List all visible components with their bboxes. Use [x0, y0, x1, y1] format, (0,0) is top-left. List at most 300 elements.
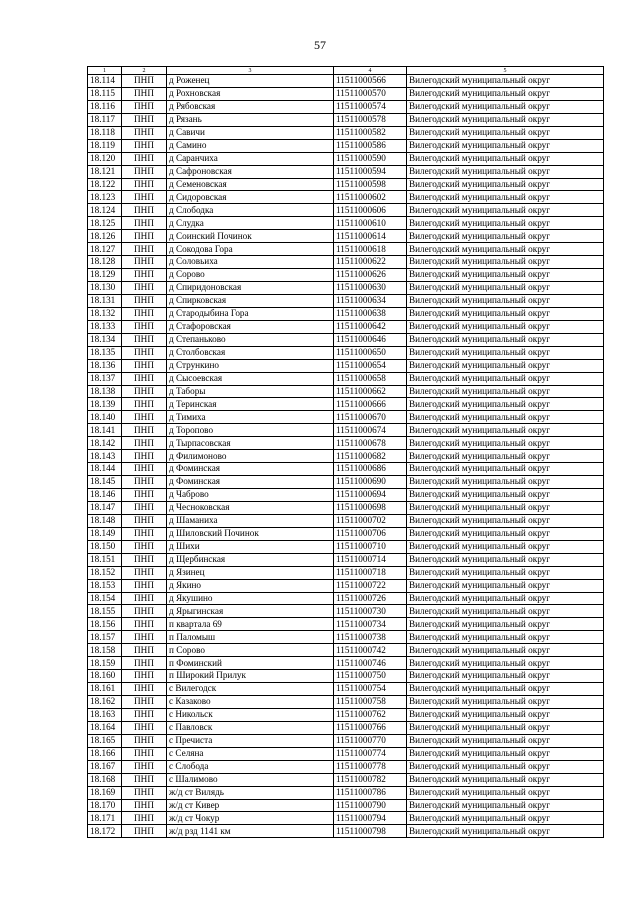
settlement-name-cell: с Павловск	[167, 721, 334, 734]
type-cell: ПНП	[122, 540, 167, 553]
oktmo-code-cell: 11511000778	[334, 760, 407, 773]
municipality-cell: Вилегодский муниципальный округ	[407, 683, 604, 696]
table-row	[88, 139, 604, 152]
table-row	[88, 696, 604, 709]
type-cell: ПНП	[122, 398, 167, 411]
municipality-cell: Вилегодский муниципальный округ	[407, 320, 604, 333]
municipality-cell: Вилегодский муниципальный округ	[407, 553, 604, 566]
type-cell: ПНП	[122, 385, 167, 398]
row-number-cell: 18.120	[88, 152, 122, 165]
oktmo-code-cell: 11511000670	[334, 411, 407, 424]
municipality-cell: Вилегодский муниципальный округ	[407, 734, 604, 747]
type-cell: ПНП	[122, 579, 167, 592]
municipality-cell: Вилегодский муниципальный округ	[407, 126, 604, 139]
municipality-cell: Вилегодский муниципальный округ	[407, 424, 604, 437]
settlement-name-cell: д Чаброво	[167, 489, 334, 502]
type-cell: ПНП	[122, 113, 167, 126]
municipality-cell: Вилегодский муниципальный округ	[407, 773, 604, 786]
settlement-name-cell: д Соловьиха	[167, 256, 334, 269]
municipality-cell: Вилегодский муниципальный округ	[407, 501, 604, 514]
oktmo-code-cell: 11511000574	[334, 100, 407, 113]
row-number-cell: 18.164	[88, 721, 122, 734]
table-row	[88, 424, 604, 437]
row-number-cell: 18.170	[88, 799, 122, 812]
municipality-cell: Вилегодский муниципальный округ	[407, 359, 604, 372]
municipality-cell: Вилегодский муниципальный округ	[407, 282, 604, 295]
municipality-cell: Вилегодский муниципальный округ	[407, 670, 604, 683]
table-row	[88, 773, 604, 786]
table-row	[88, 566, 604, 579]
oktmo-code-cell: 11511000658	[334, 372, 407, 385]
table-row	[88, 514, 604, 527]
table-row	[88, 359, 604, 372]
table-row	[88, 178, 604, 191]
row-number-cell: 18.137	[88, 372, 122, 385]
row-number-cell: 18.127	[88, 243, 122, 256]
oktmo-code-cell: 11511000706	[334, 527, 407, 540]
municipality-cell: Вилегодский муниципальный округ	[407, 256, 604, 269]
oktmo-code-cell: 11511000718	[334, 566, 407, 579]
type-cell: ПНП	[122, 269, 167, 282]
table-row	[88, 437, 604, 450]
municipality-cell: Вилегодский муниципальный округ	[407, 799, 604, 812]
type-cell: ПНП	[122, 566, 167, 579]
settlement-name-cell: д Сысоевская	[167, 372, 334, 385]
settlement-name-cell: п квартала 69	[167, 618, 334, 631]
municipality-cell: Вилегодский муниципальный округ	[407, 450, 604, 463]
type-cell: ПНП	[122, 411, 167, 424]
oktmo-code-cell: 11511000618	[334, 243, 407, 256]
row-number-cell: 18.130	[88, 282, 122, 295]
table-row	[88, 100, 604, 113]
table-row	[88, 372, 604, 385]
table-row	[88, 230, 604, 243]
settlement-name-cell: с Вилегодск	[167, 683, 334, 696]
type-cell: ПНП	[122, 631, 167, 644]
row-number-cell: 18.136	[88, 359, 122, 372]
table-row	[88, 75, 604, 88]
municipality-cell: Вилегодский муниципальный округ	[407, 605, 604, 618]
oktmo-code-cell: 11511000646	[334, 333, 407, 346]
row-number-cell: 18.114	[88, 75, 122, 88]
table-row	[88, 799, 604, 812]
type-cell: ПНП	[122, 670, 167, 683]
row-number-cell: 18.139	[88, 398, 122, 411]
settlement-name-cell: д Рязань	[167, 113, 334, 126]
municipality-cell: Вилегодский муниципальный округ	[407, 489, 604, 502]
row-number-cell: 18.125	[88, 217, 122, 230]
table-row	[88, 501, 604, 514]
type-cell: ПНП	[122, 644, 167, 657]
table-row	[88, 282, 604, 295]
type-cell: ПНП	[122, 773, 167, 786]
table-row	[88, 579, 604, 592]
row-number-cell: 18.145	[88, 476, 122, 489]
oktmo-code-cell: 11511000798	[334, 825, 407, 838]
type-cell: ПНП	[122, 152, 167, 165]
oktmo-code-cell: 11511000786	[334, 786, 407, 799]
table-row	[88, 683, 604, 696]
row-number-cell: 18.146	[88, 489, 122, 502]
oktmo-code-cell: 11511000754	[334, 683, 407, 696]
type-cell: ПНП	[122, 204, 167, 217]
type-cell: ПНП	[122, 799, 167, 812]
settlement-name-cell: д Теринская	[167, 398, 334, 411]
municipality-cell: Вилегодский муниципальный округ	[407, 476, 604, 489]
oktmo-code-cell: 11511000662	[334, 385, 407, 398]
type-cell: ПНП	[122, 100, 167, 113]
municipality-cell: Вилегодский муниципальный округ	[407, 463, 604, 476]
oktmo-code-cell: 11511000746	[334, 657, 407, 670]
oktmo-code-cell: 11511000766	[334, 721, 407, 734]
oktmo-code-cell: 11511000570	[334, 87, 407, 100]
settlement-name-cell: д Самино	[167, 139, 334, 152]
settlement-name-cell: д Слободка	[167, 204, 334, 217]
type-cell: ПНП	[122, 424, 167, 437]
row-number-cell: 18.159	[88, 657, 122, 670]
type-cell: ПНП	[122, 618, 167, 631]
oktmo-code-cell: 11511000686	[334, 463, 407, 476]
municipality-cell: Вилегодский муниципальный округ	[407, 708, 604, 721]
settlement-name-cell: д Стародыбина Гора	[167, 307, 334, 320]
oktmo-code-cell: 11511000654	[334, 359, 407, 372]
settlement-name-cell: д Шихи	[167, 540, 334, 553]
oktmo-code-cell: 11511000698	[334, 501, 407, 514]
row-number-cell: 18.167	[88, 760, 122, 773]
row-number-cell: 18.117	[88, 113, 122, 126]
municipality-cell: Вилегодский муниципальный округ	[407, 385, 604, 398]
oktmo-code-cell: 11511000642	[334, 320, 407, 333]
municipality-cell: Вилегодский муниципальный округ	[407, 566, 604, 579]
row-number-cell: 18.155	[88, 605, 122, 618]
settlement-name-cell: д Стафоровская	[167, 320, 334, 333]
municipality-cell: Вилегодский муниципальный округ	[407, 540, 604, 553]
settlement-name-cell: с Слобода	[167, 760, 334, 773]
settlement-name-cell: д Шаманиха	[167, 514, 334, 527]
settlement-name-cell: д Щербинская	[167, 553, 334, 566]
type-cell: ПНП	[122, 243, 167, 256]
row-number-cell: 18.156	[88, 618, 122, 631]
oktmo-code-cell: 11511000710	[334, 540, 407, 553]
row-number-cell: 18.118	[88, 126, 122, 139]
row-number-cell: 18.154	[88, 592, 122, 605]
table-row	[88, 592, 604, 605]
type-cell: ПНП	[122, 708, 167, 721]
table-row	[88, 489, 604, 502]
settlement-name-cell: д Чесноковская	[167, 501, 334, 514]
oktmo-code-cell: 11511000614	[334, 230, 407, 243]
table-row	[88, 204, 604, 217]
table-row	[88, 618, 604, 631]
oktmo-code-cell: 11511000606	[334, 204, 407, 217]
header-cell: 1	[88, 67, 122, 75]
settlement-name-cell: п Широкий Прилук	[167, 670, 334, 683]
table-row	[88, 760, 604, 773]
row-number-cell: 18.158	[88, 644, 122, 657]
oktmo-code-cell: 11511000626	[334, 269, 407, 282]
settlement-name-cell: д Спирковская	[167, 294, 334, 307]
row-number-cell: 18.133	[88, 320, 122, 333]
type-cell: ПНП	[122, 346, 167, 359]
settlement-name-cell: ж/д ст Вилядь	[167, 786, 334, 799]
settlement-name-cell: ж/д ст Кивер	[167, 799, 334, 812]
table-row	[88, 463, 604, 476]
settlement-name-cell: с Селяна	[167, 747, 334, 760]
settlement-name-cell: д Сокодова Гора	[167, 243, 334, 256]
row-number-cell: 18.148	[88, 514, 122, 527]
municipality-cell: Вилегодский муниципальный округ	[407, 243, 604, 256]
table-row	[88, 670, 604, 683]
settlement-name-cell: д Якушино	[167, 592, 334, 605]
row-number-cell: 18.168	[88, 773, 122, 786]
type-cell: ПНП	[122, 683, 167, 696]
row-number-cell: 18.119	[88, 139, 122, 152]
table-row	[88, 269, 604, 282]
municipality-cell: Вилегодский муниципальный округ	[407, 165, 604, 178]
settlement-name-cell: с Казаково	[167, 696, 334, 709]
row-number-cell: 18.140	[88, 411, 122, 424]
municipality-cell: Вилегодский муниципальный округ	[407, 618, 604, 631]
municipality-cell: Вилегодский муниципальный округ	[407, 760, 604, 773]
row-number-cell: 18.131	[88, 294, 122, 307]
oktmo-code-cell: 11511000794	[334, 812, 407, 825]
municipality-cell: Вилегодский муниципальный округ	[407, 217, 604, 230]
settlement-name-cell: д Рохновская	[167, 87, 334, 100]
oktmo-code-cell: 11511000738	[334, 631, 407, 644]
type-cell: ПНП	[122, 734, 167, 747]
settlement-name-cell: д Филимоново	[167, 450, 334, 463]
municipality-cell: Вилегодский муниципальный округ	[407, 657, 604, 670]
table-row	[88, 527, 604, 540]
type-cell: ПНП	[122, 230, 167, 243]
municipality-cell: Вилегодский муниципальный округ	[407, 152, 604, 165]
settlement-name-cell: с Никольск	[167, 708, 334, 721]
type-cell: ПНП	[122, 87, 167, 100]
table-row	[88, 553, 604, 566]
table-row	[88, 786, 604, 799]
oktmo-code-cell: 11511000734	[334, 618, 407, 631]
oktmo-code-cell: 11511000762	[334, 708, 407, 721]
settlement-name-cell: п Сорово	[167, 644, 334, 657]
row-number-cell: 18.161	[88, 683, 122, 696]
row-number-cell: 18.143	[88, 450, 122, 463]
row-number-cell: 18.172	[88, 825, 122, 838]
municipality-cell: Вилегодский муниципальный округ	[407, 204, 604, 217]
municipality-cell: Вилегодский муниципальный округ	[407, 825, 604, 838]
municipality-cell: Вилегодский муниципальный округ	[407, 191, 604, 204]
type-cell: ПНП	[122, 282, 167, 295]
type-cell: ПНП	[122, 786, 167, 799]
type-cell: ПНП	[122, 605, 167, 618]
table-row	[88, 87, 604, 100]
table-row	[88, 243, 604, 256]
oktmo-code-cell: 11511000578	[334, 113, 407, 126]
table-row	[88, 734, 604, 747]
municipality-cell: Вилегодский муниципальный округ	[407, 333, 604, 346]
settlement-name-cell: д Тырпасовская	[167, 437, 334, 450]
table-row	[88, 256, 604, 269]
oktmo-code-cell: 11511000742	[334, 644, 407, 657]
row-number-cell: 18.115	[88, 87, 122, 100]
row-number-cell: 18.142	[88, 437, 122, 450]
municipality-cell: Вилегодский муниципальный округ	[407, 514, 604, 527]
type-cell: ПНП	[122, 333, 167, 346]
type-cell: ПНП	[122, 294, 167, 307]
row-number-cell: 18.169	[88, 786, 122, 799]
municipality-cell: Вилегодский муниципальный округ	[407, 812, 604, 825]
type-cell: ПНП	[122, 696, 167, 709]
municipality-cell: Вилегодский муниципальный округ	[407, 294, 604, 307]
settlement-name-cell: д Сафроновская	[167, 165, 334, 178]
type-cell: ПНП	[122, 553, 167, 566]
settlement-name-cell: д Слудка	[167, 217, 334, 230]
oktmo-code-cell: 11511000566	[334, 75, 407, 88]
table-row	[88, 113, 604, 126]
type-cell: ПНП	[122, 592, 167, 605]
settlement-name-cell: д Сидоровская	[167, 191, 334, 204]
table-row	[88, 398, 604, 411]
row-number-cell: 18.123	[88, 191, 122, 204]
row-number-cell: 18.152	[88, 566, 122, 579]
settlement-name-cell: д Шиловский Починок	[167, 527, 334, 540]
settlement-name-cell: д Спиридоновская	[167, 282, 334, 295]
municipality-cell: Вилегодский муниципальный округ	[407, 631, 604, 644]
table-row	[88, 708, 604, 721]
table-row	[88, 346, 604, 359]
row-number-cell: 18.160	[88, 670, 122, 683]
type-cell: ПНП	[122, 126, 167, 139]
settlement-name-cell: д Ярыгинская	[167, 605, 334, 618]
row-number-cell: 18.166	[88, 747, 122, 760]
row-number-cell: 18.132	[88, 307, 122, 320]
type-cell: ПНП	[122, 372, 167, 385]
municipality-cell: Вилегодский муниципальный округ	[407, 644, 604, 657]
table-row	[88, 540, 604, 553]
header-cell: 5	[407, 67, 604, 75]
table-row	[88, 333, 604, 346]
table-row	[88, 294, 604, 307]
type-cell: ПНП	[122, 747, 167, 760]
type-cell: ПНП	[122, 256, 167, 269]
oktmo-code-cell: 11511000586	[334, 139, 407, 152]
oktmo-code-cell: 11511000630	[334, 282, 407, 295]
table-row	[88, 165, 604, 178]
type-cell: ПНП	[122, 721, 167, 734]
oktmo-code-cell: 11511000714	[334, 553, 407, 566]
type-cell: ПНП	[122, 657, 167, 670]
municipality-cell: Вилегодский муниципальный округ	[407, 579, 604, 592]
oktmo-code-cell: 11511000694	[334, 489, 407, 502]
oktmo-code-cell: 11511000602	[334, 191, 407, 204]
row-number-cell: 18.138	[88, 385, 122, 398]
oktmo-code-cell: 11511000594	[334, 165, 407, 178]
type-cell: ПНП	[122, 359, 167, 372]
type-cell: ПНП	[122, 501, 167, 514]
municipality-cell: Вилегодский муниципальный округ	[407, 747, 604, 760]
row-number-cell: 18.128	[88, 256, 122, 269]
settlement-name-cell: д Степаньково	[167, 333, 334, 346]
settlements-table	[87, 66, 604, 838]
municipality-cell: Вилегодский муниципальный округ	[407, 269, 604, 282]
oktmo-code-cell: 11511000598	[334, 178, 407, 191]
row-number-cell: 18.147	[88, 501, 122, 514]
settlement-name-cell: п Паломыш	[167, 631, 334, 644]
municipality-cell: Вилегодский муниципальный округ	[407, 139, 604, 152]
settlement-name-cell: д Сорово	[167, 269, 334, 282]
oktmo-code-cell: 11511000634	[334, 294, 407, 307]
municipality-cell: Вилегодский муниципальный округ	[407, 113, 604, 126]
type-cell: ПНП	[122, 450, 167, 463]
municipality-cell: Вилегодский муниципальный округ	[407, 346, 604, 359]
type-cell: ПНП	[122, 514, 167, 527]
municipality-cell: Вилегодский муниципальный округ	[407, 592, 604, 605]
row-number-cell: 18.122	[88, 178, 122, 191]
oktmo-code-cell: 11511000722	[334, 579, 407, 592]
settlement-name-cell: д Стрункино	[167, 359, 334, 372]
oktmo-code-cell: 11511000610	[334, 217, 407, 230]
municipality-cell: Вилегодский муниципальный округ	[407, 721, 604, 734]
type-cell: ПНП	[122, 165, 167, 178]
settlement-name-cell: с Шалимово	[167, 773, 334, 786]
row-number-cell: 18.149	[88, 527, 122, 540]
table-row	[88, 644, 604, 657]
row-number-cell: 18.157	[88, 631, 122, 644]
header-cell: 3	[167, 67, 334, 75]
table-row	[88, 721, 604, 734]
table-row	[88, 747, 604, 760]
settlement-name-cell: д Савичи	[167, 126, 334, 139]
row-number-cell: 18.163	[88, 708, 122, 721]
settlement-name-cell: д Рябовская	[167, 100, 334, 113]
oktmo-code-cell: 11511000650	[334, 346, 407, 359]
row-number-cell: 18.165	[88, 734, 122, 747]
type-cell: ПНП	[122, 463, 167, 476]
table-row	[88, 126, 604, 139]
row-number-cell: 18.121	[88, 165, 122, 178]
oktmo-code-cell: 11511000666	[334, 398, 407, 411]
type-cell: ПНП	[122, 178, 167, 191]
settlement-name-cell: с Пречиста	[167, 734, 334, 747]
municipality-cell: Вилегодский муниципальный округ	[407, 372, 604, 385]
table-row	[88, 450, 604, 463]
settlement-name-cell: д Таборы	[167, 385, 334, 398]
row-number-cell: 18.141	[88, 424, 122, 437]
row-number-cell: 18.126	[88, 230, 122, 243]
oktmo-code-cell: 11511000770	[334, 734, 407, 747]
oktmo-code-cell: 11511000674	[334, 424, 407, 437]
type-cell: ПНП	[122, 825, 167, 838]
oktmo-code-cell: 11511000726	[334, 592, 407, 605]
type-cell: ПНП	[122, 139, 167, 152]
oktmo-code-cell: 11511000702	[334, 514, 407, 527]
settlement-name-cell: д Соинский Починок	[167, 230, 334, 243]
table-row	[88, 411, 604, 424]
page-number: 57	[314, 38, 326, 52]
type-cell: ПНП	[122, 476, 167, 489]
settlement-name-cell: д Торопово	[167, 424, 334, 437]
settlement-name-cell: д Фоминская	[167, 463, 334, 476]
row-number-cell: 18.144	[88, 463, 122, 476]
settlement-name-cell: д Роженец	[167, 75, 334, 88]
table-row	[88, 476, 604, 489]
row-number-cell: 18.150	[88, 540, 122, 553]
type-cell: ПНП	[122, 307, 167, 320]
table-row	[88, 191, 604, 204]
municipality-cell: Вилегодский муниципальный округ	[407, 398, 604, 411]
municipality-cell: Вилегодский муниципальный округ	[407, 230, 604, 243]
type-cell: ПНП	[122, 217, 167, 230]
row-number-cell: 18.124	[88, 204, 122, 217]
